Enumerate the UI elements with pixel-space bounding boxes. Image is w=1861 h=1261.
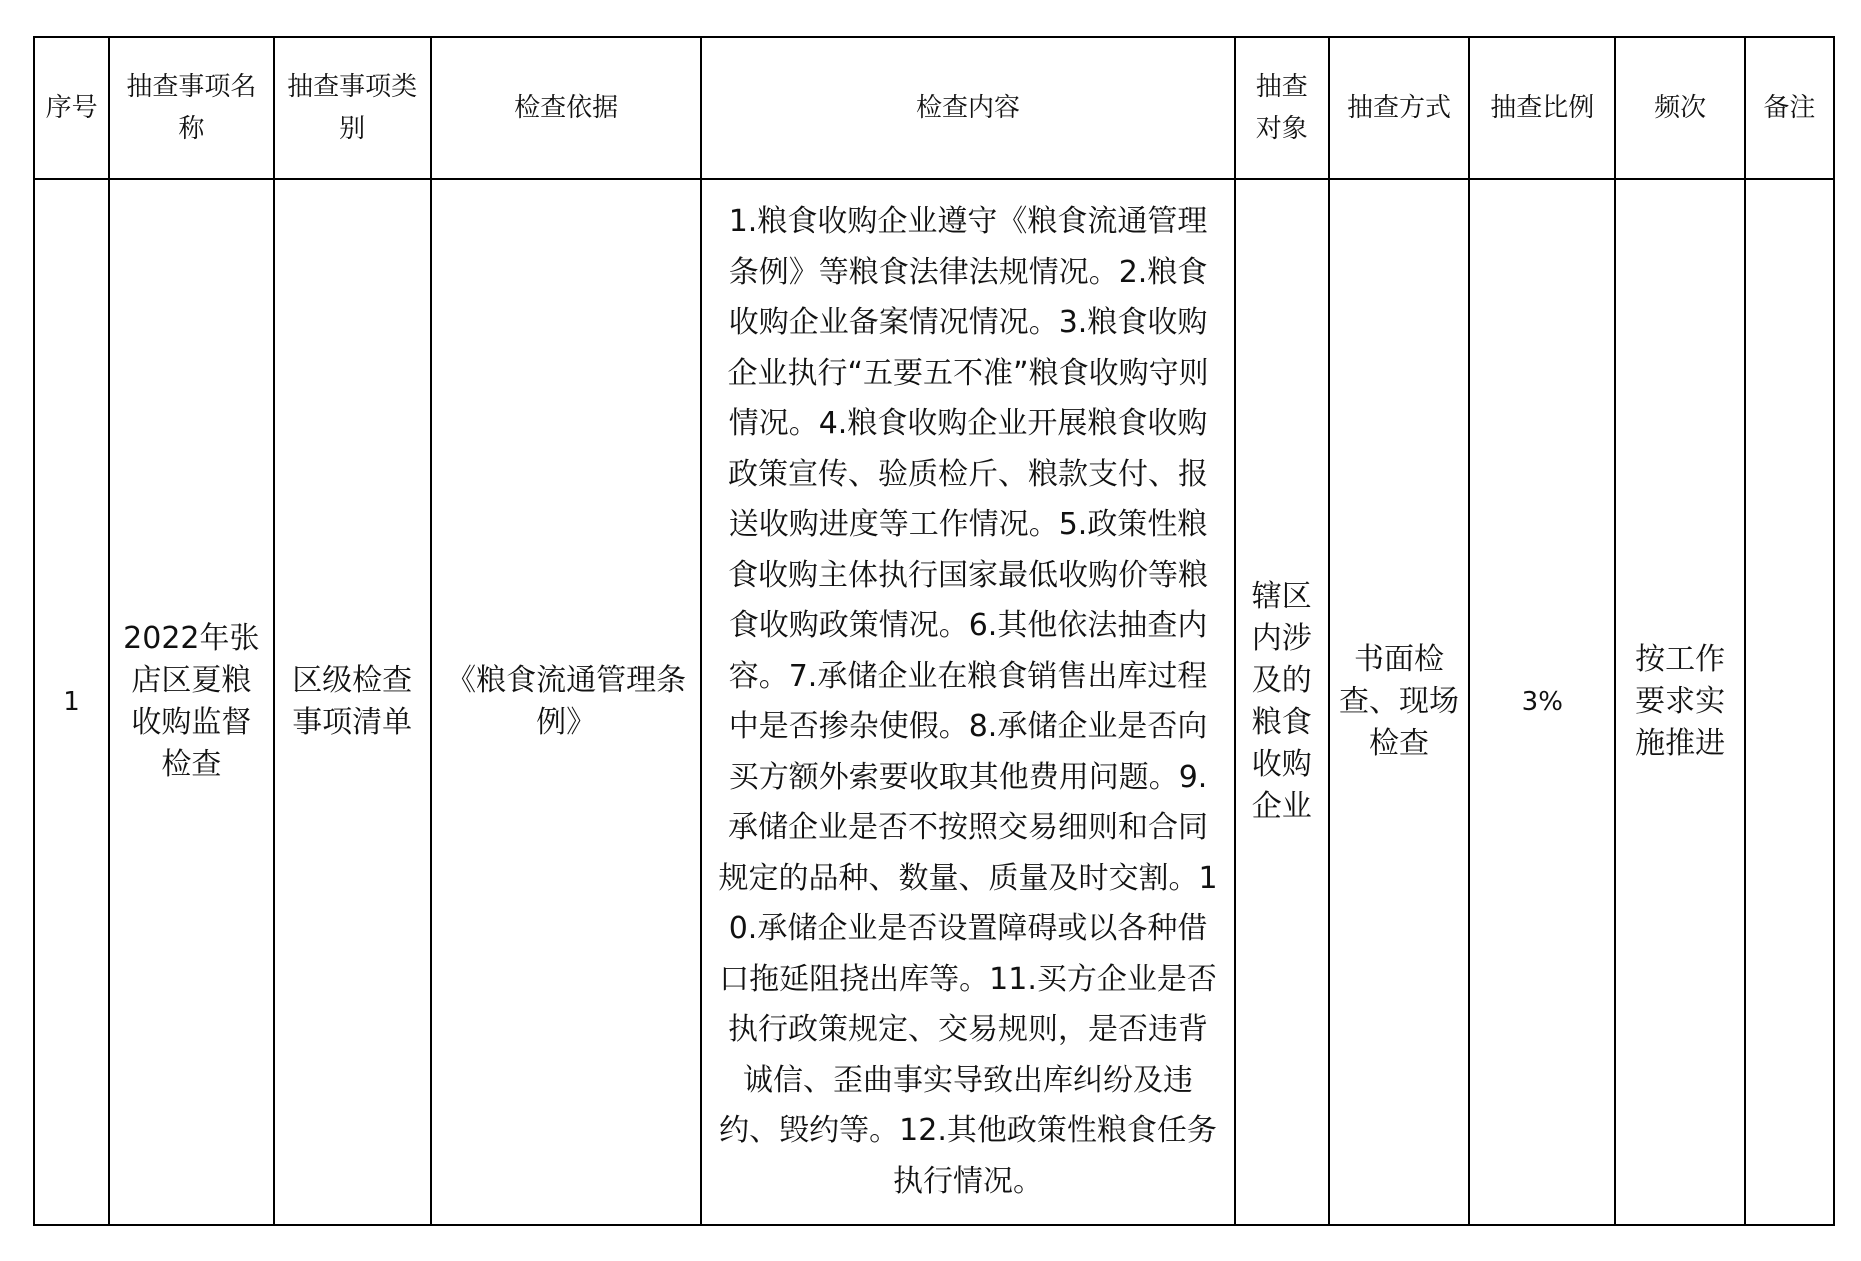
header-seq: 序号 <box>34 37 109 179</box>
cell-method: 书面检查、现场检查 <box>1329 179 1469 1225</box>
header-remarks: 备注 <box>1745 37 1834 179</box>
inspection-sheet <box>33 36 1835 1226</box>
cell-remarks <box>1745 179 1834 1225</box>
cell-ratio: 3% <box>1469 179 1615 1225</box>
header-method: 抽查方式 <box>1329 37 1469 179</box>
header-ratio: 抽查比例 <box>1469 37 1615 179</box>
cell-content: 1.粮食收购企业遵守《粮食流通管理条例》等粮食法律法规情况。2.粮食收购企业备案情况情况。3.粮食收购企业执行“五要五不准”粮食收购守则情况。4.粮食收购企业开展粮食收购政策宣传、验质检斤、粮款支付、报送收购进度等工作情况。5.政策性粮食收购主体执行国家最低收购价等粮食收购政策情况。6.其他依法抽查内容。7.承储企业在粮食销售出库过程中是否掺杂使假。8.承储企业是否向买方额外索要收取其他费用问题。9.承储企业是否不按照交易细则和合同规定的品种、数量、质量及时交割。10.承储企业是否设置障碍或以各种借口拖延阻挠出库等。11.买方企业是否执行政策规定、交易规则，是否违背诚信、歪曲事实导致出库纠纷及违约、毁约等。12.其他政策性粮食任务执行情况。 <box>701 179 1234 1225</box>
cell-seq: 1 <box>34 179 109 1225</box>
header-basis: 检查依据 <box>431 37 702 179</box>
header-content: 检查内容 <box>701 37 1234 179</box>
header-frequency: 频次 <box>1615 37 1744 179</box>
cell-target: 辖区内涉及的粮食收购企业 <box>1235 179 1329 1225</box>
cell-basis: 《粮食流通管理条例》 <box>431 179 702 1225</box>
header-row <box>34 37 1834 179</box>
inspection-table <box>33 36 1835 1226</box>
cell-item-type: 区级检查事项清单 <box>274 179 431 1225</box>
cell-frequency: 按工作要求实施推进 <box>1615 179 1744 1225</box>
header-target: 抽查对象 <box>1235 37 1329 179</box>
header-item-type: 抽查事项类别 <box>274 37 431 179</box>
header-item-name: 抽查事项名称 <box>109 37 273 179</box>
table-row <box>34 179 1834 1225</box>
cell-item-name: 2022年张店区夏粮收购监督检查 <box>109 179 273 1225</box>
